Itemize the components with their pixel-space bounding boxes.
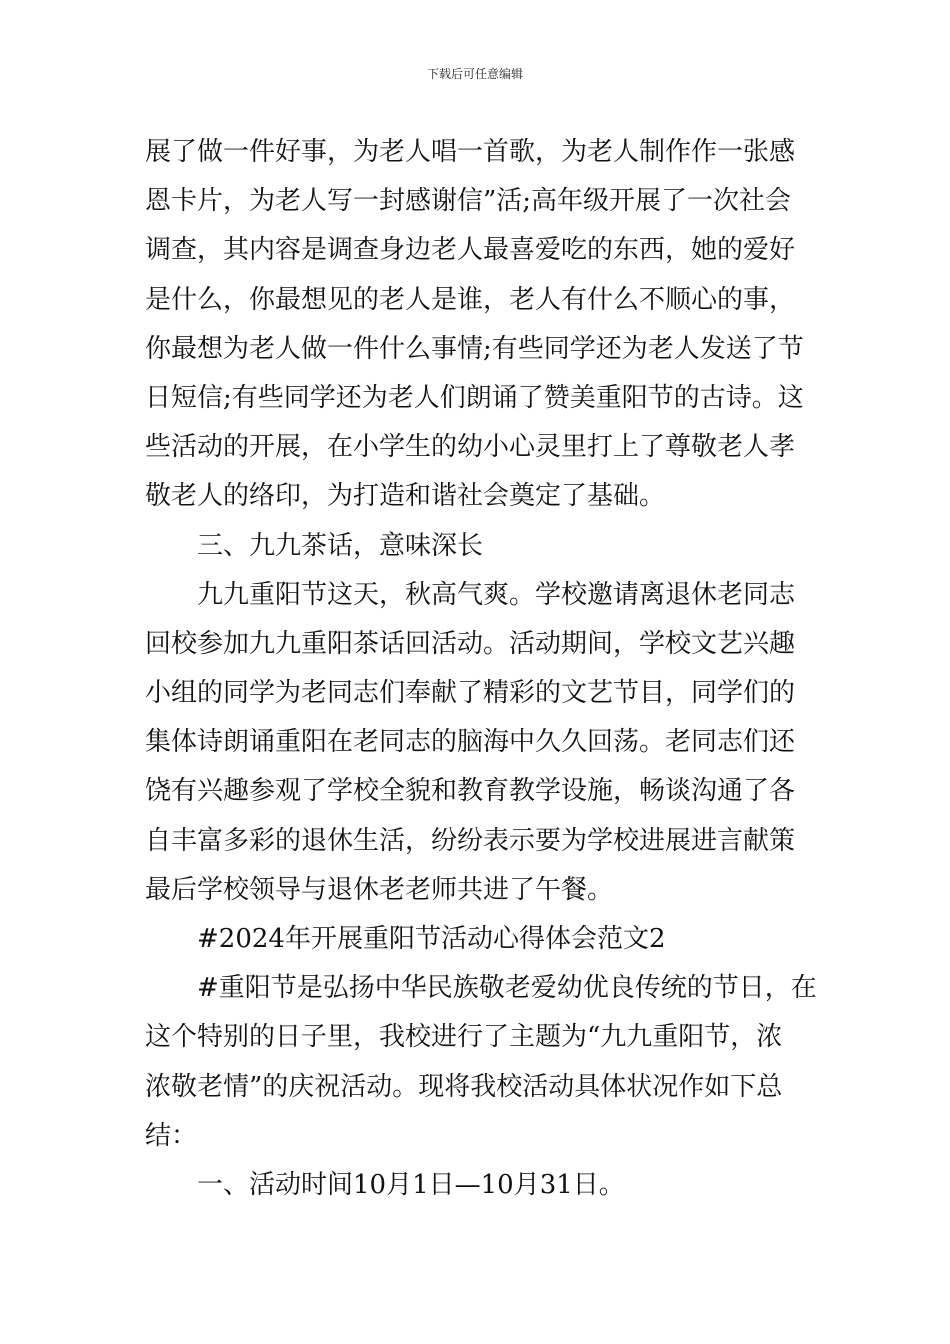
text-line: 这个特别的日子里，我校进行了主题为“九九重阳节，浓 [145,1022,783,1053]
text-line: 小组的同学为老同志们奉献了精彩的文艺节目，同学们的 [145,678,796,709]
text-line: 你最想为老人做一件什么事情;有些同学还为老人发送了节 [145,333,804,364]
text-line: 展了做一件好事，为老人唱一首歌，为老人制作作一张感 [145,137,796,167]
text-line: 些活动的开展，在小学生的幼小心灵里打上了尊敬老人孝 [145,432,796,463]
paragraph-start-line: #重阳节是弘扬中华民族敬老爱幼优良传统的节日，在 [197,973,817,1004]
text-line: 结： [145,1120,198,1151]
text-line: 恩卡片，为老人写一封感谢信”活;高年级开展了一次社会 [145,186,792,217]
text-line: 自丰富多彩的退休生活，纷纷表示要为学校进展进言献策 [145,825,796,856]
text-line: 饶有兴趣参观了学校全貌和教育教学设施，畅谈沟通了各 [145,776,796,807]
text-line: 是什么，你最想见的老人是谁，老人有什么不顺心的事， [145,284,796,315]
text-line: 浓敬老情”的庆祝活动。现将我校活动具体状况作如下总 [145,1071,783,1102]
text-line: 敬老人的络印，为打造和谐社会奠定了基础。 [145,481,666,512]
text-line: 调查，其内容是调查身边老人最喜爱吃的东西，她的爱好 [145,235,796,266]
section-heading: 三、九九茶话，意味深长 [197,530,484,561]
article-title: #2024年开展重阳节活动心得体会范文2 [197,924,666,954]
document-body [145,128,817,1210]
section-heading: 一、活动时间10月1日—10月31日。 [197,1169,625,1200]
page-header: 下载后可任意编辑 [426,67,523,81]
text-line: 回校参加九九重阳茶话回活动。活动期间，学校文艺兴趣 [145,628,796,659]
paragraph-start-line: 九九重阳节这天，秋高气爽。学校邀请离退休老同志 [197,579,796,610]
text-line: 最后学校领导与退休老老师共进了午餐。 [145,874,614,905]
text-line: 集体诗朗诵重阳在老同志的脑海中久久回荡。老同志们还 [145,727,796,758]
text-line: 日短信;有些同学还为老人们朗诵了赞美重阳节的古诗。这 [145,382,804,413]
